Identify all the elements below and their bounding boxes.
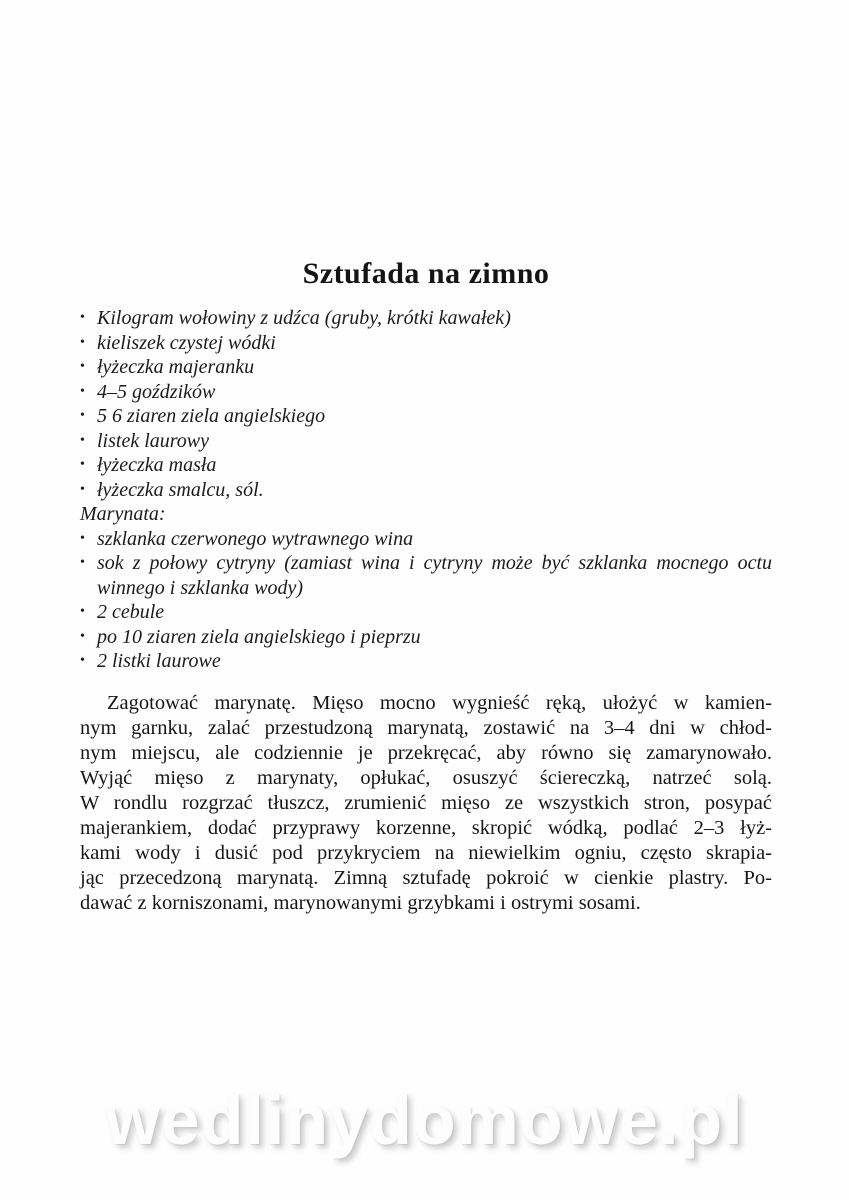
ingredient-item [80,331,772,356]
ingredient-text: łyżeczka masła [97,454,217,476]
marinade-item-text: 2 cebule [97,601,165,623]
instruction-line: W rondlu rozgrzać tłuszcz, zrumienić mięso ze wszystkich stron, posypać [80,791,772,814]
bullet-icon: • [80,628,85,644]
bullet-icon: • [80,481,85,497]
ingredient-text: 5 6 ziaren ziela angielskiego [97,405,326,427]
ingredient-item [80,380,772,405]
bullet-icon: • [80,457,85,472]
instruction-line: nym miejscu, ale codziennie je przekręcać, aby równo się zamarynowało. [80,741,772,764]
marinade-list [80,527,772,674]
marinade-item-text: sok z połowy cytryny (zamiast wina i cytryny może być szklanka mocnego octu winnego i szklanka wody) [97,552,772,599]
ingredient-text: Kilogram wołowiny z udźca (gruby, krótki kawałek) [97,307,511,329]
instruction-line: nym garnku, zalać przestudzoną marynatą, zostawić na 3–4 dni w chłod- [80,716,772,739]
bullet-icon: • [80,310,85,325]
bullet-icon: • [80,359,85,374]
instruction-line: majerankiem, dodać przyprawy korzenne, skropić wódką, podlać 2–3 łyż- [80,816,772,839]
ingredient-item [80,355,772,380]
bullet-icon: • [80,408,85,423]
bullet-icon: • [80,653,85,668]
bullet-icon: • [80,334,85,350]
marinade-item [80,600,772,625]
marinade-item [80,649,772,674]
bullet-icon: • [80,432,85,448]
ingredient-item [80,478,772,503]
marinade-heading: Marynata: [80,503,166,525]
bullet-icon: • [80,604,85,619]
bullet-icon: • [80,383,85,399]
marinade-item-text: po 10 ziaren ziela angielskiego i pieprzu [97,625,421,648]
ingredient-text: 4–5 goździków [97,380,216,403]
bullet-icon: • [80,530,85,546]
marinade-item [80,551,772,600]
bullet-icon: • [80,555,85,570]
instruction-line: Wyjąć mięso z marynaty, opłukać, osuszyć ściereczką, natrzeć solą. [80,766,772,789]
watermark: wedlinydomowe.pl [105,1081,744,1159]
ingredient-text: łyżeczka majeranku [97,356,255,378]
marinade-item-text: szklanka czerwonego wytrawnego wina [97,527,414,550]
ingredient-text: listek laurowy [97,429,210,452]
ingredient-item [80,404,772,429]
ingredient-item [80,306,772,331]
marinade-item [80,625,772,650]
ingredient-text: kieliszek czystej wódki [97,331,276,354]
ingredient-item [80,429,772,454]
recipe-title: Sztufada na zimno [302,257,550,290]
ingredient-text: łyżeczka smalcu, sól. [97,478,264,501]
instruction-line: jąc przecedzoną marynatą. Zimną sztufadę pokroić w cienkie plastry. Po- [80,866,772,889]
recipe-content [80,256,772,916]
instruction-line: Zagotować marynatę. Mięso mocno wygnieść ręką, ułożyć w kamien- [107,691,772,714]
marinade-item-text: 2 listki laurowe [97,650,221,672]
instruction-line: kami wody i dusić pod przykryciem na niewielkim ogniu, często skrapia- [80,841,772,864]
ingredient-item [80,453,772,478]
instructions-paragraph [80,691,772,916]
instruction-line: dawać z korniszonami, marynowanymi grzybkami i ostrymi sosami. [80,891,641,914]
ingredients-list [80,306,772,502]
marinade-item [80,527,772,552]
